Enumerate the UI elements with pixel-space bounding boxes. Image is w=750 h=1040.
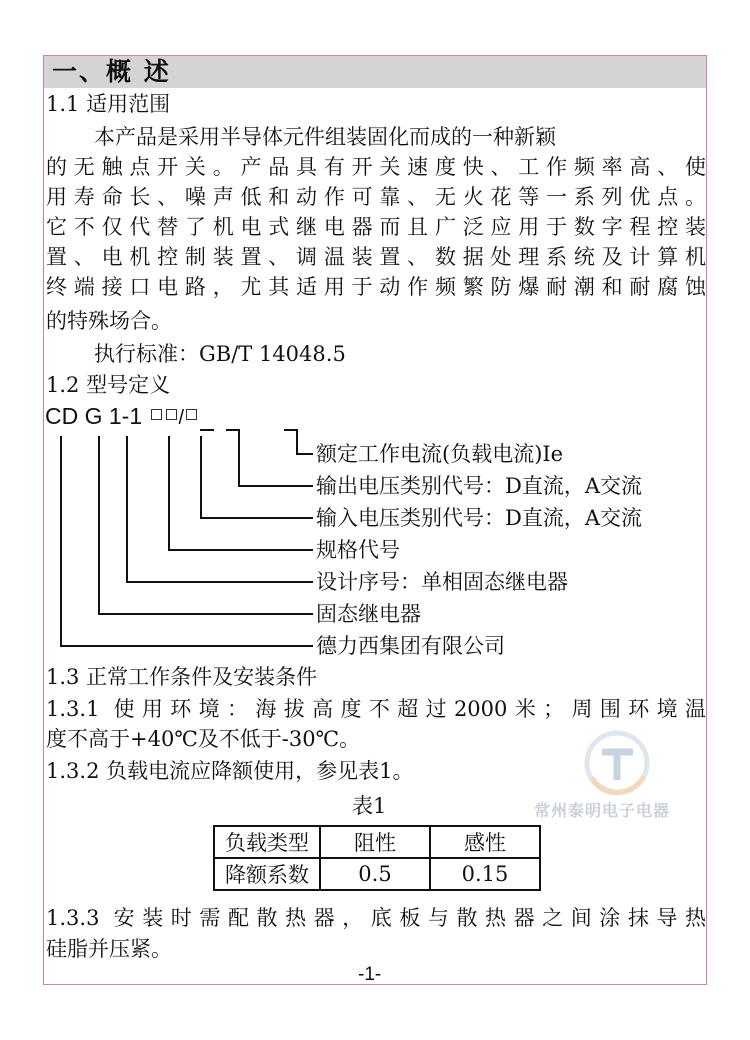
- table-cell: 负载类型: [214, 826, 320, 858]
- heading-1-2: 1.2 型号定义: [46, 373, 171, 397]
- label-input-voltage: 输入电压类别代号：D直流，A交流: [316, 506, 643, 530]
- table-cell: 0.15: [430, 858, 540, 890]
- paragraph-line-6: 终端接口电路，尤其适用于动作频繁防爆耐潮和耐腐蚀: [46, 275, 706, 299]
- item-1-3-1-line-2: 度不高于+40℃及不低于-30℃。: [46, 727, 361, 751]
- label-output-voltage: 输出电压类别代号：D直流，A交流: [316, 474, 643, 498]
- derating-table: [213, 825, 541, 891]
- table-cell: 降额系数: [214, 858, 320, 890]
- label-rated-current: 额定工作电流(负载电流)Ie: [316, 442, 564, 466]
- paragraph-line-7: 的特殊场合。: [46, 309, 172, 333]
- model-code-main: CD G 1-1: [45, 403, 143, 429]
- label-spec-code: 规格代号: [316, 538, 400, 562]
- item-1-3-1-line-1: 1.3.1 使用环境：海拔高度不超过2000米；周围环境温: [46, 697, 706, 721]
- label-solid-state-relay: 固态继电器: [316, 602, 421, 626]
- table-row: [214, 858, 540, 890]
- item-1-3-3-line-1: 1.3.3 安装时需配散热器，底板与散热器之间涂抹导热: [46, 906, 706, 930]
- label-company: 德力西集团有限公司: [316, 634, 505, 658]
- standard-line: 执行标准：GB/T 14048.5: [94, 342, 346, 366]
- page-number: -1-: [358, 964, 382, 985]
- item-1-3-3-line-2: 硅脂并压紧。: [46, 937, 172, 961]
- table-cell: 阻性: [320, 826, 430, 858]
- paragraph-line-5: 置、电机控制装置、调温装置、数据处理系统及计算机: [46, 245, 706, 269]
- paragraph-line-3: 用寿命长、噪声低和动作可靠、无火花等一系列优点。: [46, 185, 706, 209]
- table-caption: 表1: [352, 794, 387, 818]
- heading-1-1: 1.1 适用范围: [46, 92, 171, 116]
- table-cell: 0.5: [320, 858, 430, 890]
- table-row: [214, 826, 540, 858]
- paragraph-line-2: 的无触点开关。产品具有开关速度快、工作频率高、使: [46, 155, 706, 179]
- model-code-slash: /: [178, 407, 185, 429]
- section-title: 一、概 述: [52, 57, 171, 86]
- paragraph-line-1: 本产品是采用半导体元件组装固化而成的一种新颖: [94, 125, 556, 149]
- table-cell: 感性: [430, 826, 540, 858]
- paragraph-line-4: 它不仅代替了机电式继电器而且广泛应用于数字程控装: [46, 215, 706, 239]
- label-design-serial: 设计序号：单相固态继电器: [316, 570, 568, 594]
- watermark-text: 常州泰明电子电器: [534, 801, 671, 820]
- heading-1-3: 1.3 正常工作条件及安装条件: [46, 665, 318, 689]
- item-1-3-2: 1.3.2 负载电流应降额使用，参见表1。: [46, 759, 414, 783]
